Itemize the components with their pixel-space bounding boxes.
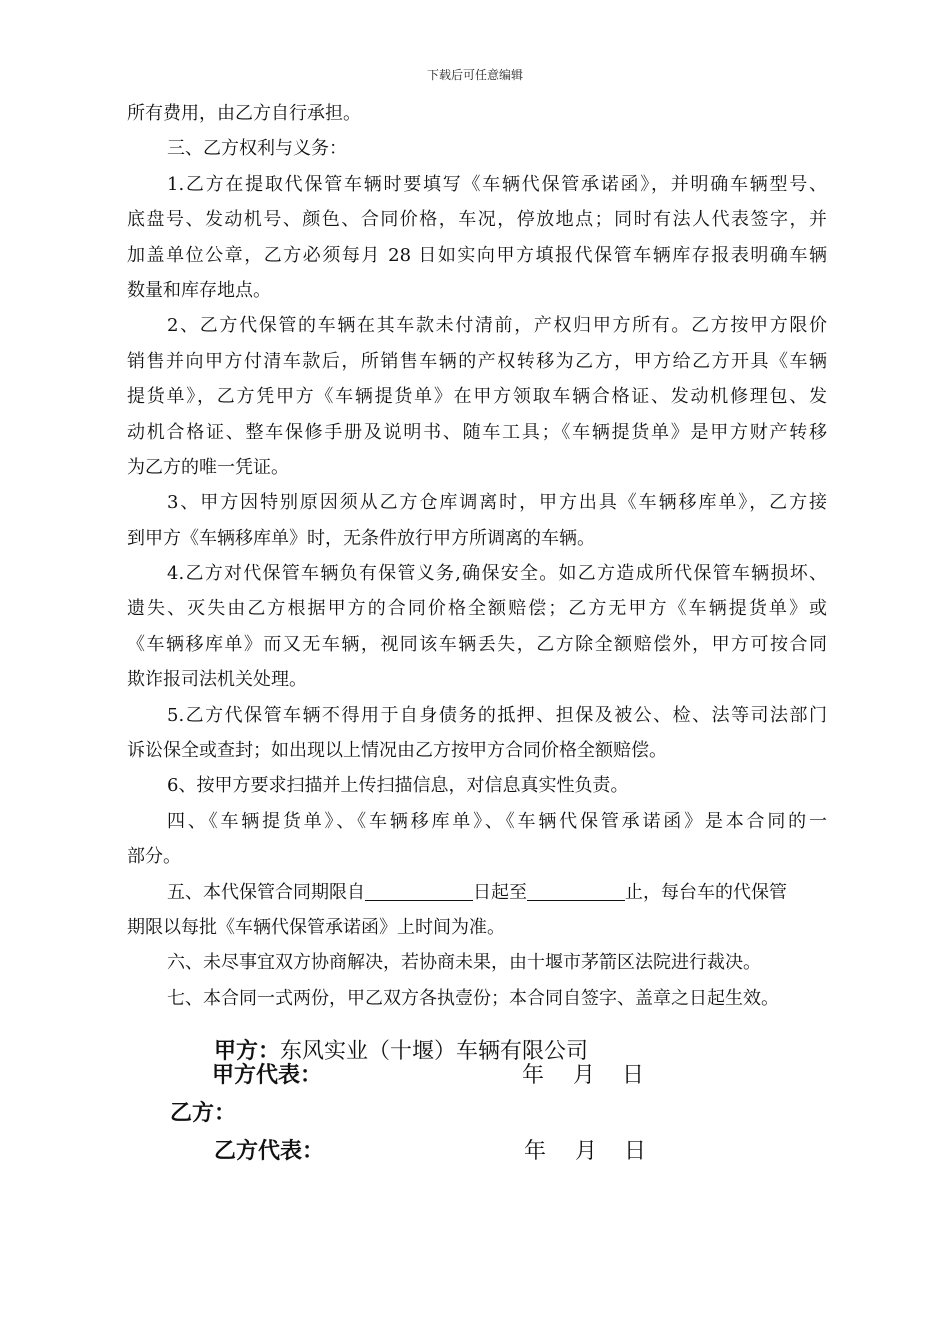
text-span: 日起至: [473, 881, 527, 903]
party-a-rep-line: [212, 1058, 322, 1089]
text-line: 所有费用，由乙方自行承担。: [127, 103, 361, 124]
text-line: 销售并向甲方付清车款后，所销售车辆的产权转移为乙方，甲方给乙方开具《车辆: [127, 350, 827, 372]
section-heading: [127, 131, 827, 166]
party-b-date: [524, 1134, 647, 1165]
text-line: 四、《车辆提货单》、《车辆移库单》、《车辆代保管承诺函》是本合同的一: [167, 810, 827, 832]
text-line: 欺诈报司法机关处理。: [127, 669, 307, 691]
text-line: 5.乙方代保管车辆不得用于自身债务的抵押、担保及被公、检、法等司法部门: [167, 704, 827, 726]
text-span: 止，每台车的代保管: [625, 881, 787, 903]
text-line: 6、按甲方要求扫描并上传扫描信息，对信息真实性负责。: [167, 775, 629, 797]
page-header: 下载后可任意编辑: [426, 68, 523, 82]
paragraph: [127, 981, 827, 1016]
text-line: 加盖单位公章，乙方必须每月 28 日如实向甲方填报代保管车辆库存报表明确车辆: [127, 244, 827, 266]
paragraph: [127, 485, 827, 556]
text-line: 数量和库存地点。: [127, 279, 271, 301]
date-day: 日: [624, 1139, 648, 1164]
paragraph: [127, 804, 827, 875]
text-line: [127, 875, 827, 910]
text-line: 三、乙方权利与义务：: [167, 138, 347, 160]
paragraph: [127, 308, 827, 485]
text-line: 2、乙方代保管的车辆在其车款未付清前，产权归甲方所有。乙方按甲方限价: [167, 315, 827, 337]
paragraph: [127, 556, 827, 698]
party-a-date: [522, 1058, 645, 1089]
paragraph: [127, 96, 827, 131]
text-line: 七、本合同一式两份，甲乙双方各执壹份；本合同自签字、盖章之日起生效。: [167, 987, 779, 1009]
paragraph: [127, 875, 827, 946]
text-line: 提货单》，乙方凭甲方《车辆提货单》在甲方领取车辆合格证、发动机修理包、发: [127, 386, 827, 408]
text-line: 诉讼保全或查封；如出现以上情况由乙方按甲方合同价格全额赔偿。: [127, 740, 667, 762]
end-date-blank[interactable]: [527, 878, 625, 901]
text-line: 1.乙方在提取代保管车辆时要填写《车辆代保管承诺函》，并明确车辆型号、: [167, 173, 827, 195]
text-line: 到甲方《车辆移库单》时，无条件放行甲方所调离的车辆。: [127, 527, 595, 549]
text-line: 《车辆移库单》而又无车辆，视同该车辆丢失，乙方除全额赔偿外，甲方可按合同: [127, 633, 827, 655]
text-span: 五、本代保管合同期限自: [167, 881, 365, 903]
text-line: 为乙方的唯一凭证。: [127, 456, 289, 478]
text-line: 六、未尽事宜双方协商解决，若协商未果，由十堰市茅箭区法院进行裁决。: [167, 952, 761, 974]
party-a-label: 甲方：: [214, 1039, 281, 1064]
date-year: 年: [522, 1063, 546, 1088]
party-b-label: 乙方：: [170, 1101, 237, 1126]
paragraph: [127, 167, 827, 309]
paragraph: [127, 768, 827, 803]
text-line: 部分。: [127, 846, 181, 868]
party-b-rep-label: 乙方代表：: [214, 1139, 325, 1164]
text-line: 3、甲方因特别原因须从乙方仓库调离时，甲方出具《车辆移库单》，乙方接: [167, 492, 827, 514]
text-line: 期限以每批《车辆代保管承诺函》上时间为准。: [127, 916, 505, 938]
date-year: 年: [524, 1139, 548, 1164]
text-line: 遗失、灭失由乙方根据甲方的合同价格全额赔偿；乙方无甲方《车辆提货单》或: [127, 598, 827, 620]
contract-body: [127, 96, 827, 1016]
paragraph: [127, 698, 827, 769]
party-a-name: 东风实业（十堰）车辆有限公司: [280, 1039, 589, 1064]
party-a-rep-label: 甲方代表：: [212, 1063, 323, 1088]
party-b-rep-line: [214, 1134, 324, 1165]
text-line: 4.乙方对代保管车辆负有保管义务,确保安全。如乙方造成所代保管车辆损坏、: [167, 563, 827, 585]
text-line: 底盘号、发动机号、颜色、合同价格，车况，停放地点；同时有法人代表签字，并: [127, 209, 827, 231]
party-b-line: [170, 1096, 236, 1127]
date-month: 月: [573, 1063, 597, 1088]
date-day: 日: [622, 1063, 646, 1088]
paragraph: [127, 945, 827, 980]
start-date-blank[interactable]: [365, 878, 473, 901]
date-month: 月: [575, 1139, 599, 1164]
text-line: 动机合格证、整车保修手册及说明书、随车工具；《车辆提货单》是甲方财产转移: [127, 421, 827, 443]
